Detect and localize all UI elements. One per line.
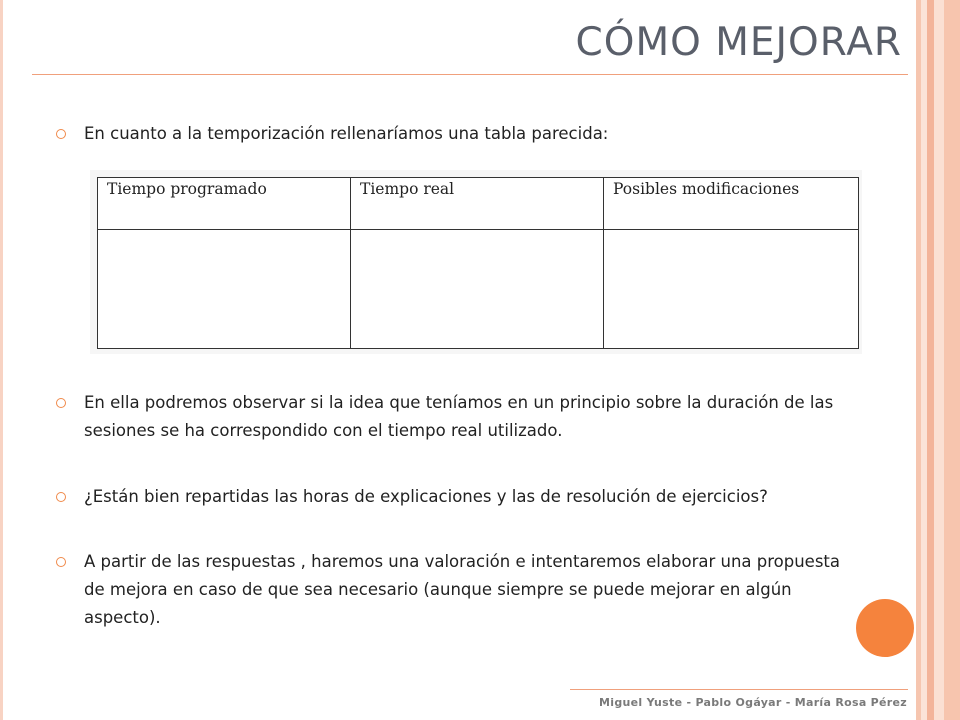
bullet-text-2: En ella podremos observar si la idea que teníamos en un principio sobre la duración de las sesiones se ha correspondido con el tiempo real utilizado. bbox=[84, 393, 834, 440]
table-header-cell: Tiempo real bbox=[351, 178, 604, 230]
bullet-icon bbox=[56, 557, 66, 567]
footer-divider bbox=[570, 689, 908, 690]
bullet-text-1: En cuanto a la temporización rellenaríamos una tabla parecida: bbox=[84, 124, 609, 143]
decor-stripe bbox=[934, 0, 944, 720]
bullet-text-3: ¿Están bien repartidas las horas de explicaciones y las de resolución de ejercicios? bbox=[84, 487, 768, 506]
bullet-text-4: A partir de las respuestas , haremos una valoración e intentaremos elaborar una propuesta de mejora en caso de que sea necesario (aunque siempre se puede mejorar en algún aspecto). bbox=[84, 552, 841, 627]
bullet-icon bbox=[56, 129, 66, 139]
slide-title: CÓMO MEJORAR bbox=[575, 20, 902, 65]
decor-stripe bbox=[944, 0, 960, 720]
table-header-cell: Posibles modificaciones bbox=[604, 178, 859, 230]
table-row bbox=[98, 230, 859, 349]
decorative-circle bbox=[856, 599, 914, 657]
decor-stripe bbox=[927, 0, 934, 720]
table-cell bbox=[98, 230, 351, 349]
footer-authors: Miguel Yuste - Pablo Ogáyar - María Rosa Pérez bbox=[599, 696, 907, 709]
bullet-icon bbox=[56, 492, 66, 502]
bullet-icon bbox=[56, 398, 66, 408]
table-cell bbox=[604, 230, 859, 349]
table-header-row bbox=[98, 178, 859, 230]
title-divider bbox=[32, 74, 908, 75]
table-header-cell: Tiempo programado bbox=[98, 178, 351, 230]
timing-table bbox=[97, 177, 859, 349]
table-cell bbox=[351, 230, 604, 349]
left-border bbox=[0, 0, 3, 720]
